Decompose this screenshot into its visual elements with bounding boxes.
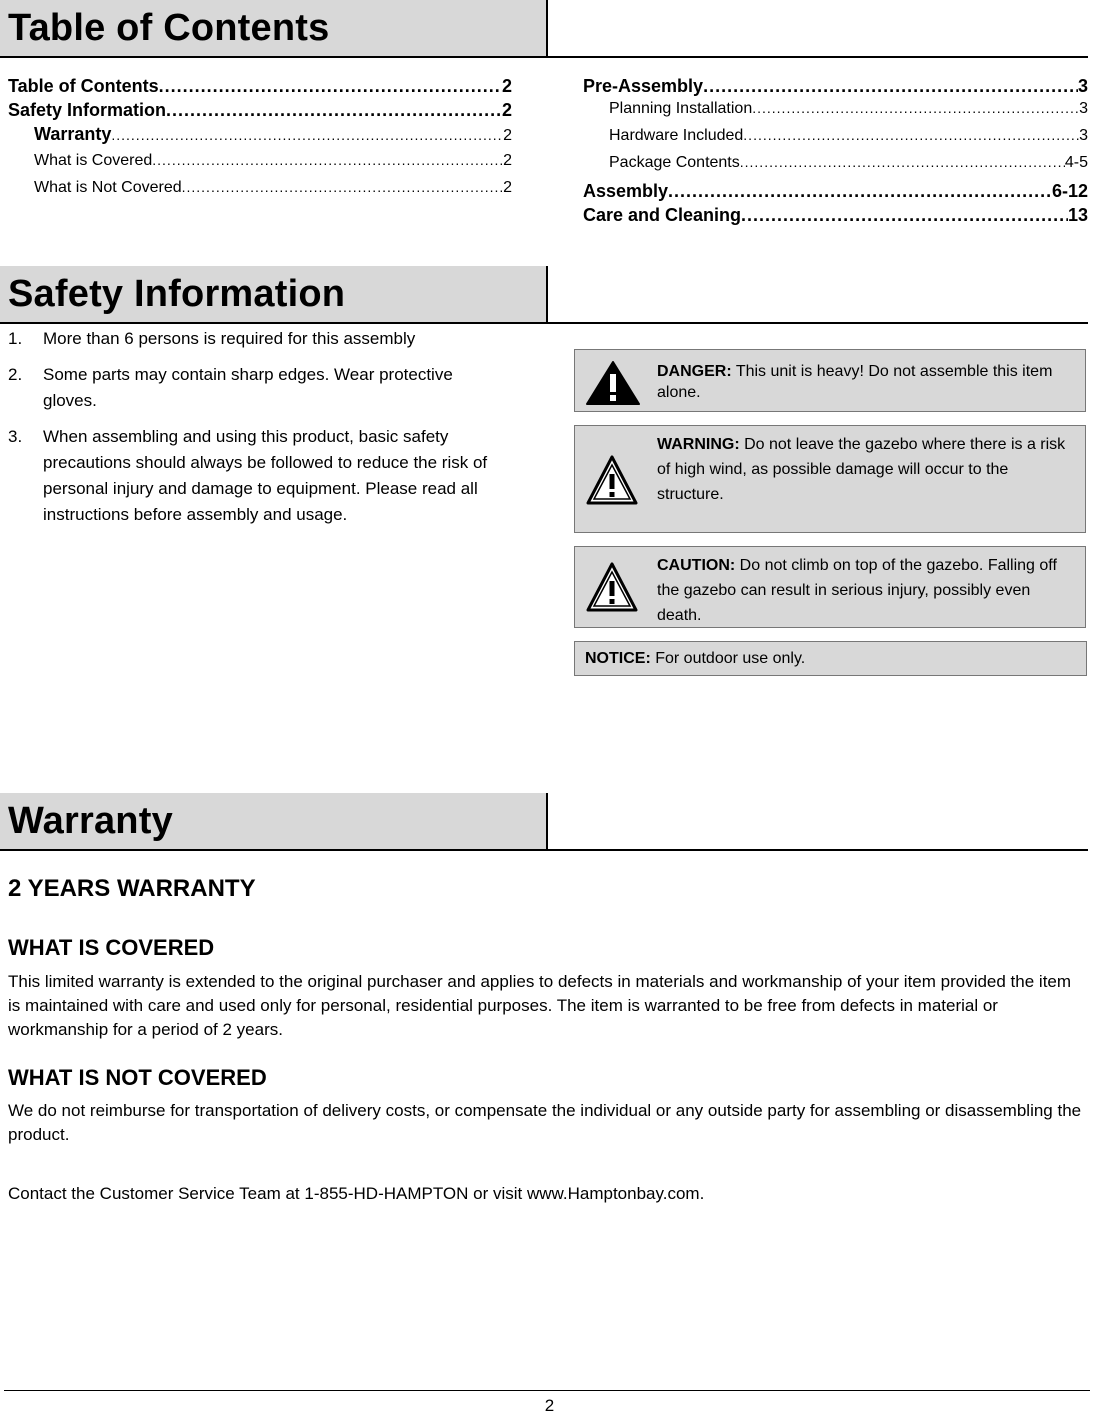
- not-covered-text: We do not reimburse for transportation of delivery costs, or compensate the individual or any outside party for assembling or disassembling the product.: [8, 1101, 1082, 1144]
- toc-leader-dots: [159, 76, 502, 97]
- toc-entry-label: Table of Contents: [8, 76, 159, 96]
- toc-right-column: [583, 76, 1088, 229]
- toc-entry-label: Planning Installation: [609, 100, 753, 117]
- notice-message: For outdoor use only.: [650, 650, 806, 667]
- warning-triangle-icon: [585, 454, 639, 506]
- not-covered-heading: WHAT IS NOT COVERED: [8, 1065, 267, 1090]
- header-rule: [0, 322, 1088, 324]
- toc-leader-dots: [182, 179, 503, 195]
- toc-entry-page: 2: [503, 152, 512, 169]
- toc-entry[interactable]: [583, 127, 1088, 154]
- caution-triangle-icon: [585, 561, 639, 613]
- toc-entry[interactable]: [8, 152, 512, 179]
- toc-entry-label: Warranty: [34, 124, 112, 144]
- header-rule: [0, 849, 1088, 851]
- list-item-number: 1.: [8, 329, 23, 348]
- toc-entry-label: Assembly: [583, 181, 669, 201]
- danger-alert-text: [657, 361, 1075, 403]
- notice-box: [574, 641, 1087, 676]
- list-item-number: 3.: [8, 427, 23, 446]
- covered-text: This limited warranty is extended to the original purchaser and applies to defects in materials and workmanship of your item provided the item is maintained with care and used only for personal, residential purposes. The item is warranted to be free from defects in material or workmanship for a period of 2 years.: [8, 972, 1072, 1039]
- toc-entry-label: What is Not Covered: [34, 179, 182, 196]
- toc-section-title: Table of Contents: [8, 7, 330, 49]
- toc-entry[interactable]: [8, 76, 512, 100]
- toc-entry[interactable]: [583, 181, 1088, 205]
- warranty-heading: 2 YEARS WARRANTY: [8, 875, 256, 902]
- list-item-text: When assembling and using this product, basic safety precautions should always be followed to reduce the risk of personal injury and damage to equipment. Please read all instructions before assembly and usage.: [43, 427, 488, 524]
- safety-section-title: Safety Information: [8, 273, 346, 315]
- warning-alert: [574, 425, 1086, 533]
- list-item: [8, 326, 528, 352]
- toc-entry[interactable]: [8, 100, 512, 124]
- toc-leader-dots: [743, 127, 1079, 143]
- toc-leader-dots: [166, 100, 502, 121]
- danger-message: This unit is heavy! Do not assemble this item alone.: [657, 363, 1053, 401]
- warranty-section-header: [0, 793, 1088, 851]
- toc-entry-label: Hardware Included: [609, 127, 744, 144]
- toc-entry-page: 3: [1079, 100, 1088, 117]
- contact-text: Contact the Customer Service Team at 1-855-HD-HAMPTON or visit www.Hamptonbay.com.: [8, 1184, 705, 1203]
- toc-leader-dots: [152, 152, 503, 168]
- warranty-section-title: Warranty: [8, 800, 173, 842]
- toc-entry[interactable]: [583, 100, 1088, 127]
- page-number: 2: [544, 1396, 555, 1415]
- toc-entry-page: 13: [1067, 205, 1088, 225]
- caution-message: Do not climb on top of the gazebo. Falling off the gazebo can result in serious injury, possibly even death.: [657, 557, 1057, 624]
- toc-entry[interactable]: [583, 76, 1088, 100]
- danger-label: DANGER:: [657, 363, 732, 380]
- toc-entry-label: What is Covered: [34, 152, 153, 169]
- toc-entry[interactable]: [583, 205, 1088, 229]
- toc-entry[interactable]: [8, 124, 512, 152]
- toc-entry-page: 6-12: [1051, 181, 1088, 201]
- caution-alert-text: [657, 553, 1075, 628]
- toc-entry-page: 4-5: [1064, 154, 1088, 171]
- list-item-text: More than 6 persons is required for this assembly: [43, 329, 416, 348]
- list-item: [8, 362, 488, 414]
- list-item: [8, 424, 513, 528]
- toc-entry-page: 3: [1077, 76, 1088, 96]
- safety-section-header: [0, 266, 1088, 324]
- danger-alert: [574, 349, 1086, 412]
- caution-label: CAUTION:: [657, 557, 736, 574]
- toc-leader-dots: [752, 100, 1079, 116]
- toc-leader-dots: [740, 154, 1065, 170]
- warning-label: WARNING:: [657, 436, 740, 453]
- header-rule: [0, 56, 1088, 58]
- toc-section-header: [0, 0, 1088, 58]
- toc-entry[interactable]: [8, 179, 512, 206]
- footer-rule: [4, 1390, 1090, 1391]
- caution-alert: [574, 546, 1086, 628]
- toc-entry-label: Safety Information: [8, 100, 167, 120]
- toc-leader-dots: [741, 205, 1068, 226]
- toc-entry-label: Care and Cleaning: [583, 205, 742, 225]
- danger-warning-icon: [585, 360, 641, 406]
- toc-entry-page: 3: [1079, 127, 1088, 144]
- notice-label: NOTICE:: [585, 650, 651, 667]
- toc-entry-page: 2: [501, 100, 512, 120]
- covered-heading: WHAT IS COVERED: [8, 935, 215, 960]
- toc-entry-page: 2: [503, 179, 512, 196]
- warning-alert-text: [657, 432, 1075, 507]
- list-item-text: Some parts may contain sharp edges. Wear protective gloves.: [43, 365, 453, 410]
- safety-list: [8, 326, 528, 538]
- list-item-number: 2.: [8, 365, 23, 384]
- toc-left-column: [8, 76, 512, 206]
- toc-leader-dots: [111, 127, 503, 143]
- toc-entry-page: 2: [503, 127, 512, 144]
- toc-entry-label: Package Contents: [609, 154, 740, 171]
- toc-leader-dots: [668, 181, 1052, 202]
- toc-entry[interactable]: [583, 154, 1088, 181]
- toc-entry-label: Pre-Assembly: [583, 76, 704, 96]
- toc-leader-dots: [703, 76, 1078, 97]
- warning-message: Do not leave the gazebo where there is a risk of high wind, as possible damage will occur to the structure.: [657, 436, 1066, 503]
- toc-entry-page: 2: [501, 76, 512, 96]
